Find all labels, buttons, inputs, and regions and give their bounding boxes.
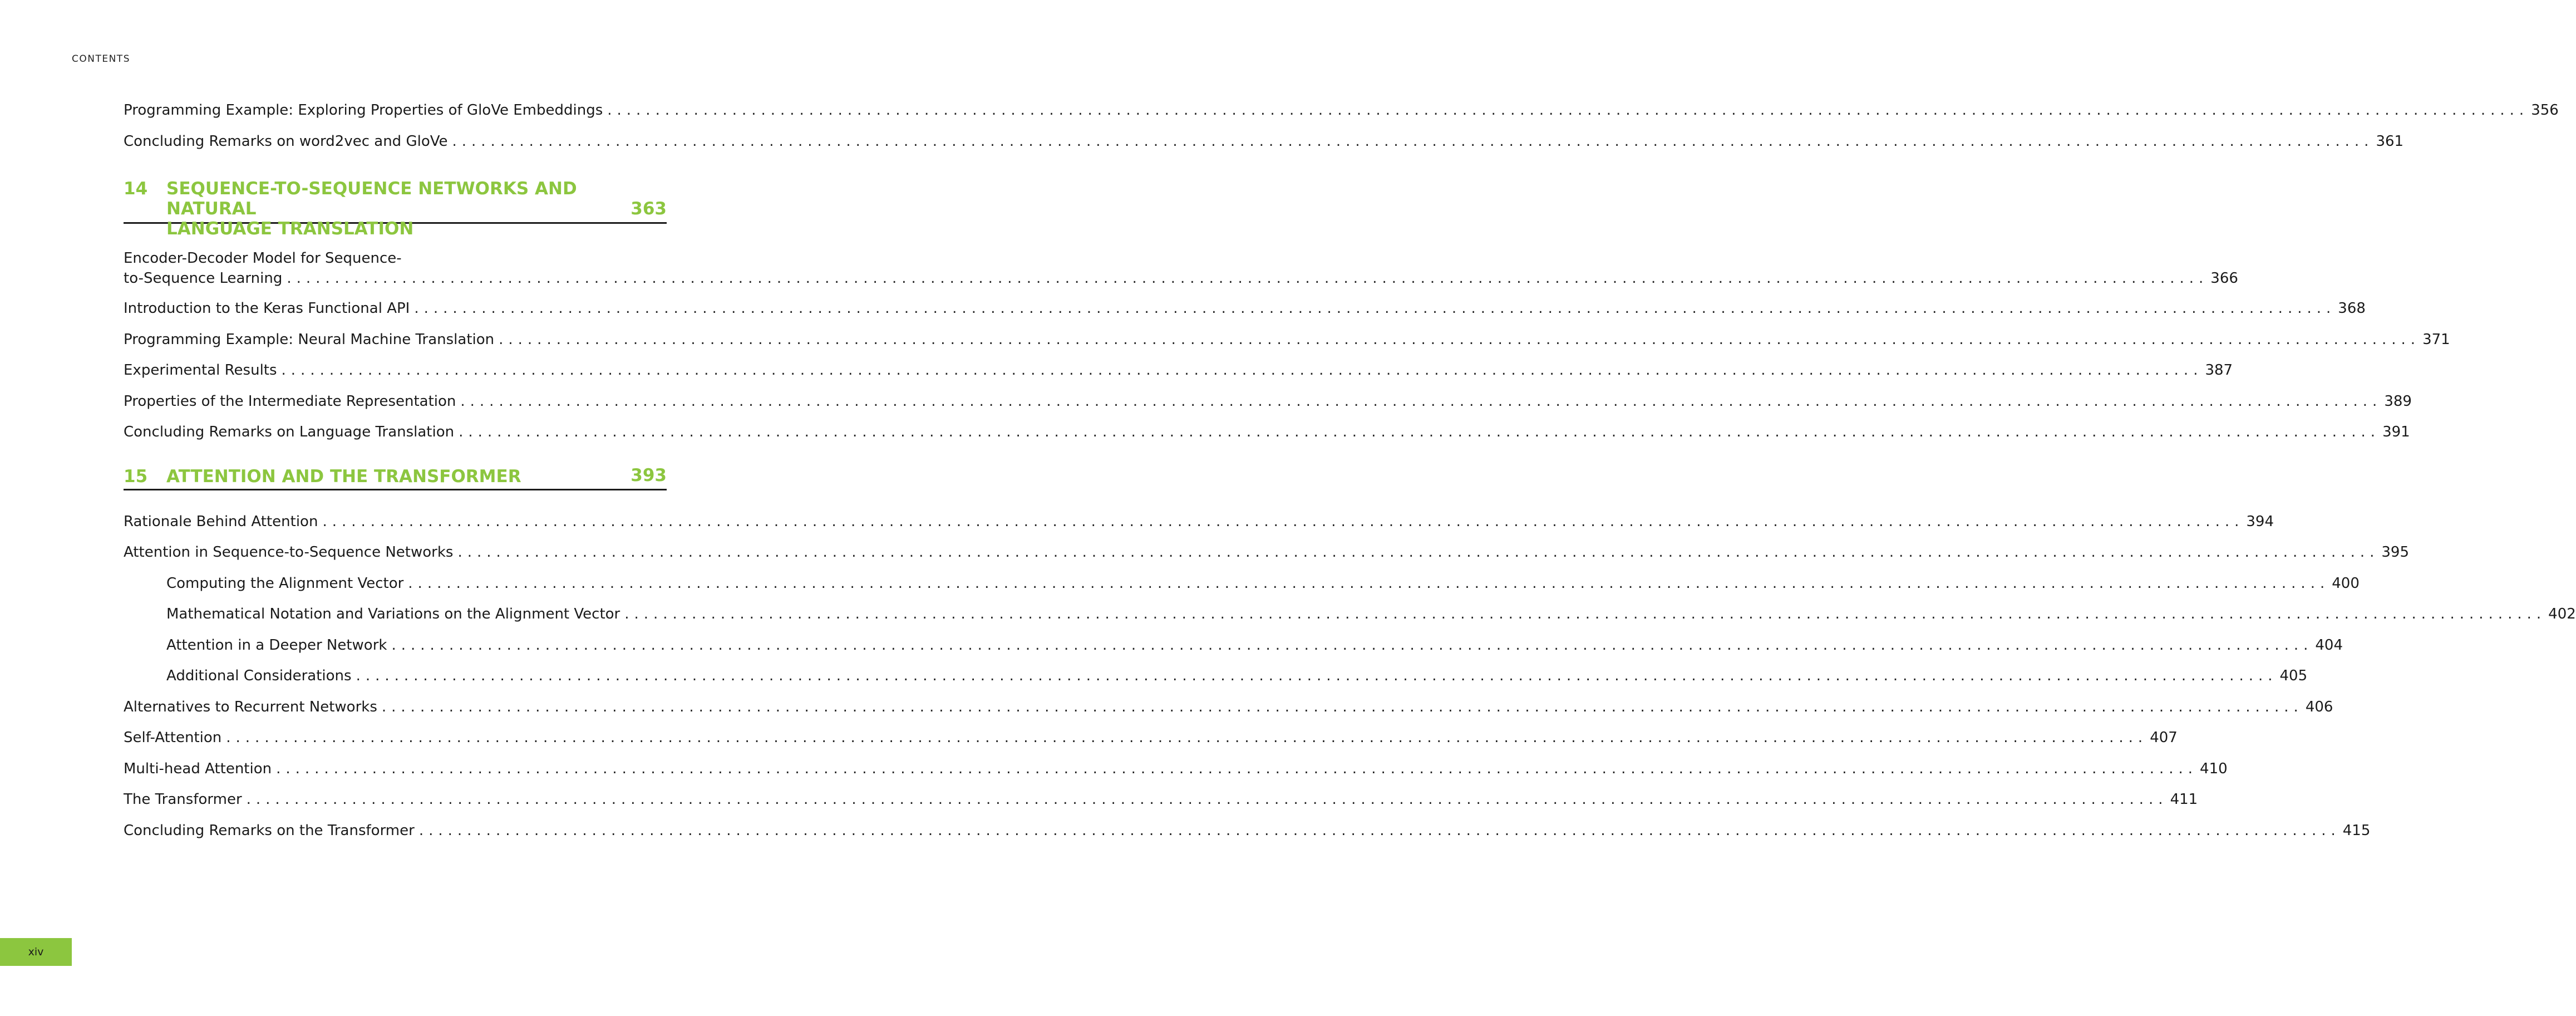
leader-dots: ........................................................................................................................................................................................................ xyxy=(276,760,2198,777)
leader-dots: ........................................................................................................................................................................................................ xyxy=(624,606,2547,622)
running-head: CONTENTS xyxy=(72,53,130,65)
toc-entry-page: 356 xyxy=(2531,102,2559,119)
chapter-title: ATTENTION AND THE TRANSFORMER xyxy=(166,466,521,487)
chapter-number: 15 xyxy=(124,466,148,487)
leader-dots: ........................................................................................................................................................................................................ xyxy=(414,300,2336,317)
chapter-title-line2: LANGUAGE TRANSLATION xyxy=(166,219,414,239)
toc-entry-title: Properties of the Intermediate Representation xyxy=(124,392,456,410)
toc-subentry[interactable] xyxy=(124,604,2576,635)
toc-entry-title: The Transformer xyxy=(124,791,242,808)
toc-subentry[interactable] xyxy=(124,666,2308,697)
toc-entry-page: 395 xyxy=(2381,544,2410,561)
toc-entry-title: Attention in Sequence-to-Sequence Networks xyxy=(124,544,454,561)
toc-entry[interactable] xyxy=(124,298,2366,330)
toc-entry-title: Concluding Remarks on the Transformer xyxy=(124,822,415,839)
toc-subentry[interactable] xyxy=(124,635,2343,666)
toc-entry-title: Concluding Remarks on word2vec and GloVe xyxy=(124,132,448,150)
toc-entry-page: 411 xyxy=(2170,791,2198,808)
leader-dots: ........................................................................................................................................................................................................ xyxy=(226,729,2148,746)
toc-entry-page: 402 xyxy=(2548,606,2576,622)
chapter-number: 14 xyxy=(124,179,148,199)
leader-dots: ........................................................................................................................................................................................................ xyxy=(287,270,2209,287)
toc-entry-title: Concluding Remarks on Language Translation xyxy=(124,424,455,440)
leader-dots: ........................................................................................................................................................................................................ xyxy=(408,575,2330,592)
toc-entry-page: 366 xyxy=(2210,270,2238,287)
leader-dots: ........................................................................................................................................................................................................ xyxy=(499,331,2421,348)
toc-entry-title-cont: to-Sequence Learning xyxy=(124,270,283,287)
toc-entry-title: Mathematical Notation and Variations on the Alignment Vector xyxy=(166,606,620,622)
toc-entry-title: Self-Attention xyxy=(124,729,222,746)
toc-entry-page: 368 xyxy=(2338,300,2366,317)
toc-entry-title: Programming Example: Neural Machine Translation xyxy=(124,331,495,348)
toc-entry-title: Additional Considerations xyxy=(166,667,352,684)
toc-entry-title: Alternatives to Recurrent Networks xyxy=(124,698,377,715)
toc-entry[interactable] xyxy=(124,542,2410,573)
toc-entry-title: Multi-head Attention xyxy=(124,760,272,777)
leader-dots: ........................................................................................................................................................................................................ xyxy=(607,102,2529,119)
leader-dots: ........................................................................................................................................................................................................ xyxy=(418,822,2341,839)
leader-dots: ........................................................................................................................................................................................................ xyxy=(246,791,2168,808)
toc-entry-title: Attention in a Deeper Network xyxy=(166,636,387,654)
leader-dots: ........................................................................................................................................................................................................ xyxy=(391,636,2313,654)
toc-entry[interactable] xyxy=(124,248,2238,298)
leader-dots: ........................................................................................................................................................................................................ xyxy=(281,362,2203,379)
toc-entry-page: 400 xyxy=(2332,575,2360,592)
toc-entry-page: 394 xyxy=(2246,513,2274,530)
toc-entry[interactable] xyxy=(124,512,2274,543)
toc-entry-title: Computing the Alignment Vector xyxy=(166,575,404,592)
chapter-page: 363 xyxy=(631,199,667,219)
toc-entry-page: 391 xyxy=(2382,424,2410,440)
leader-dots: ........................................................................................................................................................................................................ xyxy=(460,392,2382,410)
toc-entry[interactable] xyxy=(124,360,2233,391)
toc-entry[interactable] xyxy=(124,100,2559,131)
toc-entry-page: 410 xyxy=(2200,760,2228,777)
toc-entry-title: Encoder-Decoder Model for Sequence- xyxy=(124,250,402,267)
leader-dots: ........................................................................................................................................................................................................ xyxy=(452,132,2374,150)
chapter-heading-15[interactable] xyxy=(124,467,667,490)
leader-dots: ........................................................................................................................................................................................................ xyxy=(356,667,2278,684)
chapter-heading-14[interactable] xyxy=(124,179,667,239)
page-folio: xiv xyxy=(0,938,72,966)
toc-entry-title: Rationale Behind Attention xyxy=(124,513,318,530)
toc-entry[interactable] xyxy=(124,697,2333,728)
toc-entry-page: 361 xyxy=(2376,132,2404,150)
toc-entry-page: 387 xyxy=(2205,362,2233,379)
leader-dots: ........................................................................................................................................................................................................ xyxy=(381,698,2303,715)
toc-entry-page: 415 xyxy=(2342,822,2371,839)
chapter-title-line1: SEQUENCE-TO-SEQUENCE NETWORKS AND NATURAL xyxy=(166,179,577,219)
toc-entry[interactable] xyxy=(124,391,2412,423)
toc-entry-page: 371 xyxy=(2422,331,2450,348)
toc-entry-title: Introduction to the Keras Functional API xyxy=(124,300,410,317)
leader-dots: ........................................................................................................................................................................................................ xyxy=(322,513,2244,530)
toc-entry-page: 407 xyxy=(2150,729,2178,746)
leader-dots: ........................................................................................................................................................................................................ xyxy=(457,544,2380,561)
toc-entry-page: 406 xyxy=(2305,698,2333,715)
toc-entry-page: 405 xyxy=(2279,667,2308,684)
toc-subentry[interactable] xyxy=(124,573,2360,605)
leader-dots: ........................................................................................................................................................................................................ xyxy=(459,424,2381,440)
toc-entry[interactable] xyxy=(124,821,2371,852)
toc-entry-page: 389 xyxy=(2384,392,2412,410)
chapter-page: 393 xyxy=(631,465,667,485)
toc-entry[interactable] xyxy=(124,131,2404,163)
toc-entry-page: 404 xyxy=(2315,636,2343,654)
toc-entry-title: Programming Example: Exploring Properties of GloVe Embeddings xyxy=(124,102,603,119)
toc-entry[interactable] xyxy=(124,759,2228,790)
toc-entry[interactable] xyxy=(124,789,2198,821)
toc-entry[interactable] xyxy=(124,330,2450,361)
toc-entry-title: Experimental Results xyxy=(124,362,277,379)
toc-entry[interactable] xyxy=(124,728,2178,759)
table-of-contents xyxy=(124,100,2576,851)
toc-entry[interactable] xyxy=(124,422,2410,453)
